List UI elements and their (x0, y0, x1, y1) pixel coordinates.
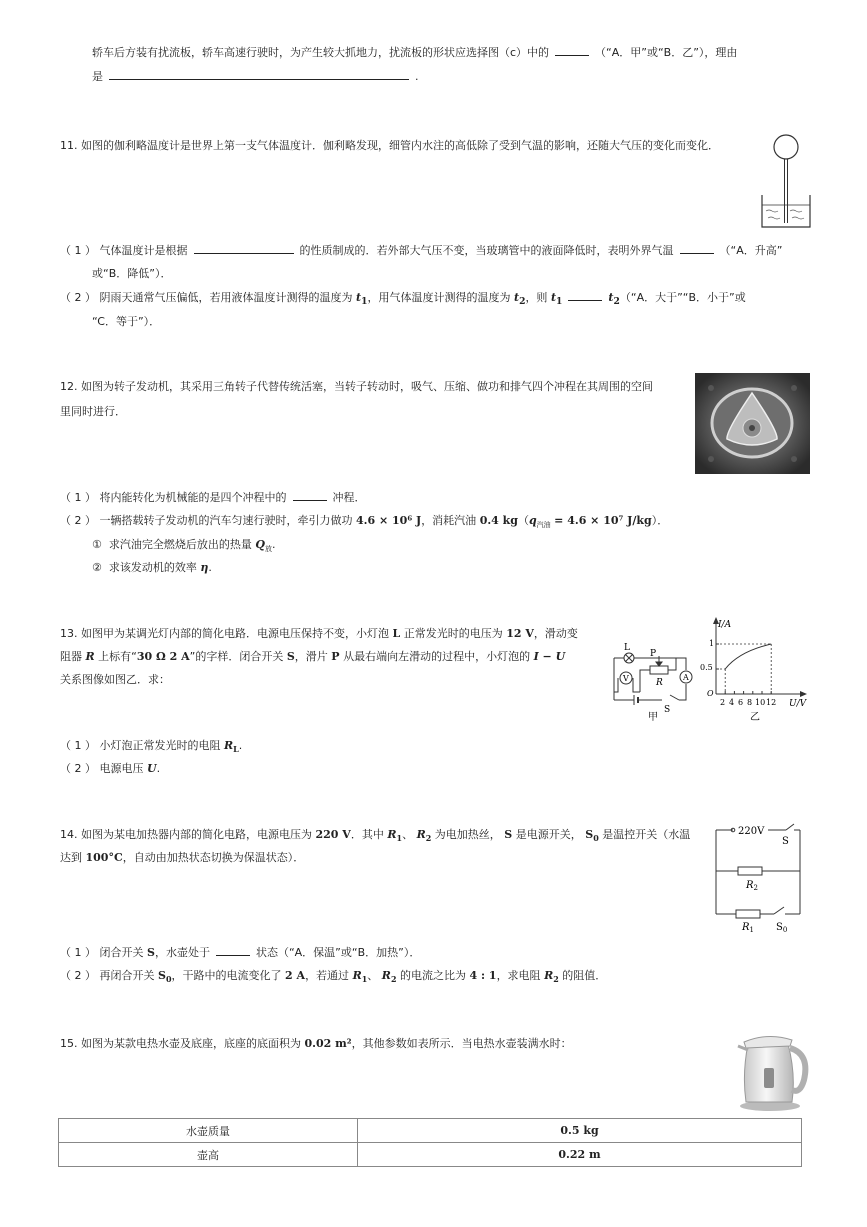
dimmer-circuit-diagram (604, 640, 700, 724)
voltage-label: 220V (738, 826, 765, 837)
part-number: （ 2 ） (60, 514, 96, 527)
iu-curve (725, 644, 771, 669)
q14-text: 再闭合开关 (99, 969, 155, 982)
var-sub: 放 (264, 545, 272, 554)
current-value: 2 A (285, 969, 306, 982)
x-tick-label: 4 (729, 698, 735, 707)
q10-text: . (415, 70, 419, 83)
lamp-symbol (624, 653, 634, 663)
wire (679, 684, 686, 700)
q15-text: ，其他参数如表所示．当电热水壶装满水时： (351, 1037, 572, 1050)
q10-text: （“A．甲”或“B．乙”），理由 (595, 46, 738, 59)
q13-text: 小灯泡正常发光时的电阻 (99, 739, 221, 752)
var-sub: 2 (613, 296, 620, 308)
x-axis-arrow (800, 691, 807, 697)
var-sub: 0 (165, 974, 172, 985)
wire (640, 670, 650, 692)
var-L: L (392, 627, 401, 640)
rheostat-spec: 30 Ω 2 A (136, 650, 190, 663)
q13-text: ，滑动变 (533, 627, 578, 640)
q14-text: ，干路中的电流变化了 (171, 969, 282, 982)
var-P: P (331, 650, 340, 663)
var-RL: R (224, 739, 234, 752)
q14-text: ，若通过 (305, 969, 350, 982)
resistor-R1 (736, 910, 760, 918)
q13-stem-line3: 关系图像如图乙．求： (60, 673, 170, 686)
var-R2: R (381, 969, 391, 982)
var-t1: t (550, 291, 557, 304)
q14-text: ，求电阻 (496, 969, 541, 982)
table-value-cell: 0.5 kg (358, 1119, 802, 1143)
x-tick-label: 2 (720, 698, 726, 707)
part-number: （ 1 ） (60, 739, 96, 752)
q12-text: 冲程． (332, 491, 366, 504)
label-S: S (782, 836, 789, 847)
q12-sub1 (92, 536, 275, 554)
q14-text: 达到 (60, 851, 82, 864)
q13-text: 上标有“ (98, 650, 137, 663)
q15-text: 15. 如图为某款电热水壶及底座，底座的底面积为 (60, 1037, 301, 1050)
y-tick-label: 1 (709, 639, 715, 648)
q14-text: 的阻值． (562, 969, 607, 982)
q11-part2 (60, 289, 746, 307)
q13-text: 从最右端向左滑动的过程中，小灯泡的 (343, 650, 531, 663)
var-S0: S (158, 969, 166, 982)
q12-part2 (60, 512, 668, 530)
x-axis-label: U/V (789, 699, 807, 709)
voltage-value: 12 V (506, 627, 534, 640)
table-label-cell: 壶高 (59, 1143, 358, 1167)
q14-text: ，水壶处于 (154, 946, 210, 959)
q11-text: 的性质制成的．若外部大气压不变，当玻璃管中的液面降低时，表明外界气温 (299, 244, 674, 257)
q12-text: 一辆搭载转子发动机的汽车匀速行驶时，牵引力做功 (99, 514, 353, 527)
q11-text: （“A．升高” (719, 244, 783, 257)
wire (614, 678, 618, 692)
var-q: q (528, 514, 537, 527)
q15-stem (60, 1035, 572, 1051)
answer-blank[interactable] (568, 289, 602, 301)
q12-stem-line1: 12. 如图为转子发动机，其采用三角转子代替传统活塞，当转子转动时，吸气、压缩、做功和排气四个冲程在其周围的空间 (60, 380, 653, 393)
wire (668, 658, 676, 670)
label-S: S (664, 705, 671, 715)
electric-kettle-image (734, 1024, 810, 1112)
galileo-thermometer-figure (758, 133, 814, 231)
work-value: 4.6 × 10⁶ J (356, 514, 422, 527)
answer-blank[interactable] (293, 489, 327, 501)
q13-part1 (60, 737, 242, 754)
thermometer-bulb (774, 135, 798, 159)
q14-text: 、 (367, 969, 379, 982)
q11-text: （“A．大于”“B．小于”或 (619, 291, 746, 304)
figure-jia-label: 甲 (648, 712, 658, 723)
var-sub: 0 (593, 833, 599, 844)
q11-part2-cont: “C．等于”）． (92, 315, 161, 328)
var-sub: 2 (553, 974, 559, 985)
q14-part1 (60, 944, 420, 960)
part-number: （ 1 ） (60, 244, 96, 257)
q11-part1 (60, 242, 782, 258)
q14-stem-line1 (60, 826, 690, 843)
q11-text: 气体温度计是根据 (99, 244, 188, 257)
wire (633, 678, 640, 692)
q13-text: 正常发光时的电压为 (403, 627, 503, 640)
y-tick-label: 0.5 (700, 663, 713, 672)
rheostat (650, 666, 668, 674)
table-value-cell: 0.22 m (358, 1143, 802, 1167)
area-value: 0.02 m² (304, 1037, 352, 1050)
var-S: S (504, 828, 513, 841)
answer-blank[interactable] (109, 68, 409, 80)
q11-text: ，则 (525, 291, 548, 304)
label-R1: $R_1$ (742, 922, 754, 932)
q13-text: . (156, 762, 161, 775)
var-t1: t (356, 291, 362, 304)
q14-text: 、 (402, 828, 414, 841)
var-S0: S (585, 828, 594, 841)
origin-label: O (707, 689, 714, 698)
part-number: （ 1 ） (60, 946, 96, 959)
var-U: U (147, 762, 157, 775)
x-tick-label: 6 (738, 698, 744, 707)
q12-text: . (208, 561, 212, 574)
switch-blade (670, 695, 679, 700)
var-sub: 1 (556, 296, 563, 308)
var-t2: t (608, 291, 614, 304)
q14-text: ．其中 (350, 828, 384, 841)
var-sub: 汽油 (536, 521, 551, 530)
label-A: A (683, 673, 689, 682)
x-tick-label: 10 (755, 698, 766, 707)
label-R: R (656, 678, 663, 688)
q14-text: 的电流之比为 (400, 969, 467, 982)
var-IU: I − U (533, 650, 566, 663)
label-S0: $S_0$ (776, 922, 788, 932)
q13-text: ”的字样．闭合开关 (189, 650, 284, 663)
q13-text: 13. 如图甲为某调光灯内部的简化电路．电源电压保持不变，小灯泡 (60, 627, 389, 640)
q12-text: ）． (651, 514, 669, 527)
q13-text: 电源电压 (99, 762, 144, 775)
x-tick-label: 12 (766, 698, 777, 707)
q14-text: 闭合开关 (99, 946, 144, 959)
q12-text: （ (517, 514, 529, 527)
var-sub: 1 (396, 833, 403, 844)
q13-stem-line1 (60, 625, 578, 641)
q14-text: 状态（“A．保温”或“B．加热”）． (255, 946, 421, 959)
q11-stem: 11. 如图的伽利略温度计是世界上第一支气体温度计．伽利略发现，细管内水注的高低除了受到气温的影响，还随大气压的变化而变化． (60, 139, 719, 152)
q13-part2 (60, 760, 160, 776)
q13-stem-line2 (60, 648, 565, 664)
q10-line2 (92, 68, 419, 84)
var-sub: 2 (425, 833, 432, 844)
var-R: R (85, 650, 95, 663)
q11-part1-cont: 或“B．降低”）． (92, 267, 172, 280)
part-number: （ 1 ） (60, 491, 96, 504)
q12-text: ，消耗汽油 (421, 514, 477, 527)
q14-text: 是电源开关， (515, 828, 582, 841)
figure-yi-label: 乙 (750, 712, 760, 723)
q14-stem-line2 (60, 849, 304, 865)
q11-text: ，用气体温度计测得的温度为 (367, 291, 511, 304)
var-R2: R (544, 969, 554, 982)
q14-text: ，自动由加热状态切换为保温状态）． (122, 851, 305, 864)
answer-blank[interactable] (194, 242, 294, 254)
sub-number: ② (92, 561, 102, 574)
part-number: （ 2 ） (60, 291, 96, 304)
slider-arrow (656, 662, 662, 666)
q14-text: 是温控开关（水温 (602, 828, 691, 841)
table-row (59, 1143, 802, 1167)
var-Q: Q (255, 538, 265, 551)
var-sub: L (233, 744, 239, 755)
var-t2: t (513, 291, 520, 304)
q12-text: 将内能转化为机械能的是四个冲程中的 (99, 491, 287, 504)
label-V: V (623, 674, 629, 683)
label-L: L (624, 643, 630, 653)
heater-circuit-diagram (708, 820, 808, 932)
var-R2: R (416, 828, 426, 841)
heat-value: = 4.6 × 10⁷ J/kg (554, 514, 652, 527)
var-sub: 2 (519, 296, 526, 308)
q12-part1 (60, 489, 366, 505)
voltage-value: 220 V (315, 828, 351, 841)
iu-graph (696, 614, 811, 726)
switch-S-blade (786, 824, 794, 830)
q11-text: 阴雨天通常气压偏低，若用液体温度计测得的温度为 (99, 291, 353, 304)
q13-text: 阻器 (60, 650, 82, 663)
mass-value: 0.4 kg (479, 514, 518, 527)
table-row (59, 1119, 802, 1143)
x-tick-label: 8 (747, 698, 753, 707)
q12-sub2 (92, 559, 212, 575)
q12-text: 求汽油完全燃烧后放出的热量 (108, 538, 252, 551)
q14-part2 (60, 967, 606, 984)
switch-S0-blade (774, 907, 784, 914)
rotary-engine-photo (695, 373, 810, 474)
q14-text: 14. 如图为某电加热器内部的简化电路，电源电压为 (60, 828, 312, 841)
y-axis-label: I/A (718, 620, 732, 630)
q12-text: . (271, 538, 276, 551)
resistor-R2 (738, 867, 762, 875)
part-number: （ 2 ） (60, 762, 96, 775)
q13-text: . (238, 739, 243, 752)
part-number: （ 2 ） (60, 969, 96, 982)
var-eta: η (200, 561, 209, 574)
kettle-parameter-table (58, 1118, 802, 1167)
water-beaker (762, 195, 810, 227)
q10-text: 轿车后方装有扰流板，轿车高速行驶时，为产生较大抓地力，扰流板的形状应选择图（c）中的 (92, 46, 550, 59)
ratio-value: 4 : 1 (469, 969, 497, 982)
var-sub: 1 (361, 296, 368, 308)
q12-text: 求该发动机的效率 (108, 561, 197, 574)
label-R2: $R_2$ (746, 880, 758, 892)
var-R1: R (352, 969, 362, 982)
q13-text: ，滑片 (294, 650, 328, 663)
answer-blank[interactable] (555, 44, 589, 56)
var-sub: 2 (390, 974, 397, 985)
var-sub: 1 (361, 974, 368, 985)
q12-stem-line2: 里同时进行． (60, 405, 126, 418)
var-S: S (286, 650, 295, 663)
var-S: S (147, 946, 155, 959)
var-R1: R (387, 828, 397, 841)
label-P: P (650, 649, 657, 659)
q10-line1 (92, 44, 737, 60)
answer-blank[interactable] (216, 944, 250, 956)
q14-text: 为电加热丝， (434, 828, 501, 841)
answer-blank[interactable] (680, 242, 714, 254)
q10-text: 是 (92, 70, 103, 83)
temperature-value: 100°C (85, 851, 123, 864)
table-label-cell: 水壶质量 (59, 1119, 358, 1143)
sub-number: ① (92, 538, 102, 551)
